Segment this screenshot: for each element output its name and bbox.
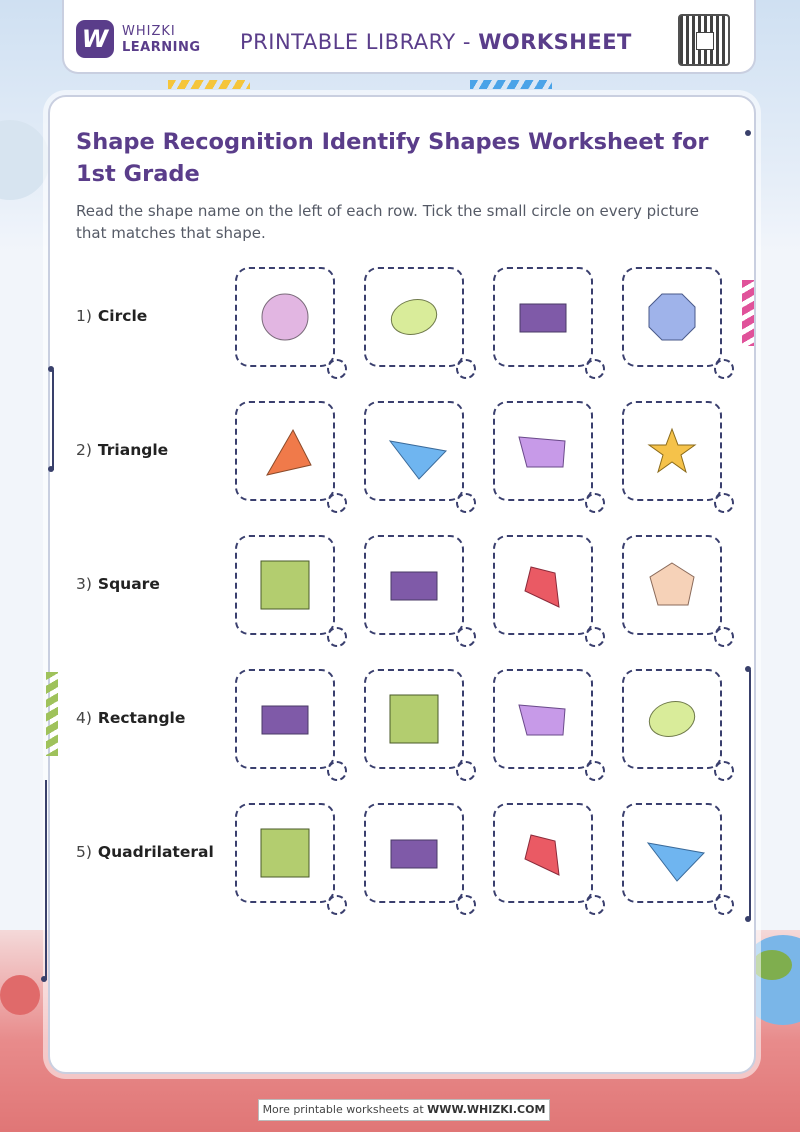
instructions: Read the shape name on the left of each row. Tick the small circle on every picture that matches that shape. — [76, 202, 700, 242]
qr-code-icon — [678, 14, 730, 66]
rectangle-purple-shape — [366, 537, 462, 633]
row-number: 1) — [76, 307, 92, 325]
tick-circle-checkbox[interactable] — [714, 761, 734, 781]
shape-card-pentagon-peach — [622, 535, 722, 635]
row-shape-name: Circle — [97, 307, 148, 325]
tick-circle-checkbox[interactable] — [456, 761, 476, 781]
shape-card-quadrilateral-red — [493, 803, 593, 903]
shape-card-rectangle-purple — [364, 803, 464, 903]
quadrilateral-red-shape — [495, 805, 591, 901]
tick-circle-checkbox[interactable] — [585, 895, 605, 915]
footer-text: More printable worksheets at — [262, 1103, 428, 1116]
tick-circle-checkbox[interactable] — [585, 493, 605, 513]
shape-card-triangle-blue — [622, 803, 722, 903]
green-stripe-decoration — [46, 672, 58, 756]
oval-green-shape — [624, 671, 720, 767]
frame-dot — [48, 366, 54, 372]
octagon-blue-shape — [624, 269, 720, 365]
worksheet-title: Shape Recognition Identify Shapes Worksheet for 1st Grade — [76, 129, 709, 187]
library-title-prefix: PRINTABLE LIBRARY - — [240, 30, 479, 54]
tick-circle-checkbox[interactable] — [327, 761, 347, 781]
oval-green-shape — [366, 269, 462, 365]
square-green-shape — [366, 671, 462, 767]
rectangle-purple-shape — [495, 269, 591, 365]
triangle-blue-shape — [366, 403, 462, 499]
row-shape-name: Square — [97, 575, 160, 593]
tick-circle-checkbox[interactable] — [456, 627, 476, 647]
row-number: 5) — [76, 843, 92, 861]
shape-card-octagon-blue — [622, 267, 722, 367]
logo-text-line2: LEARNING — [122, 40, 201, 55]
shape-card-square-green — [364, 669, 464, 769]
frame-dot — [41, 976, 47, 982]
shape-card-rectangle-purple — [364, 535, 464, 635]
tick-circle-checkbox[interactable] — [585, 359, 605, 379]
library-title — [240, 30, 632, 54]
shape-card-square-green — [235, 535, 335, 635]
row-number: 3) — [76, 575, 92, 593]
trapezoid-purple-shape — [495, 671, 591, 767]
tick-circle-checkbox[interactable] — [327, 895, 347, 915]
circle-pink-shape — [237, 269, 333, 365]
shape-card-trapezoid-purple — [493, 401, 593, 501]
footer-site-link[interactable]: WWW.WHIZKI.COM — [427, 1103, 546, 1116]
footer-credit — [258, 1099, 550, 1121]
shape-card-quadrilateral-red — [493, 535, 593, 635]
tick-circle-checkbox[interactable] — [585, 627, 605, 647]
rectangle-purple-shape — [366, 805, 462, 901]
tick-circle-checkbox[interactable] — [327, 359, 347, 379]
header-bar — [62, 0, 756, 74]
tick-circle-checkbox[interactable] — [456, 493, 476, 513]
frame-dot — [745, 130, 751, 136]
tick-circle-checkbox[interactable] — [327, 493, 347, 513]
row-number: 4) — [76, 709, 92, 727]
logo-text-line1: WHIZKI — [122, 24, 176, 39]
planet-decoration-2 — [752, 950, 792, 980]
shape-card-rectangle-purple — [235, 669, 335, 769]
shape-card-triangle-orange — [235, 401, 335, 501]
rock-decoration — [0, 975, 40, 1015]
shape-card-triangle-blue — [364, 401, 464, 501]
yellow-stripe-decoration — [168, 80, 250, 89]
frame-dot — [745, 666, 751, 672]
tick-circle-checkbox[interactable] — [714, 895, 734, 915]
quadrilateral-red-shape — [495, 537, 591, 633]
row-label — [76, 441, 168, 459]
row-number: 2) — [76, 441, 92, 459]
shape-card-square-green — [235, 803, 335, 903]
shape-card-oval-green — [622, 669, 722, 769]
rectangle-purple-shape — [237, 671, 333, 767]
blue-stripe-decoration — [470, 80, 552, 89]
shape-card-trapezoid-purple — [493, 669, 593, 769]
tick-circle-checkbox[interactable] — [456, 359, 476, 379]
row-shape-name: Quadrilateral — [97, 843, 214, 861]
row-shape-name: Triangle — [97, 441, 169, 459]
frame-dot — [48, 466, 54, 472]
left-frame-line — [52, 370, 54, 470]
shape-card-circle-pink — [235, 267, 335, 367]
trapezoid-purple-shape — [495, 403, 591, 499]
row-label — [76, 307, 147, 325]
tick-circle-checkbox[interactable] — [714, 627, 734, 647]
square-green-shape — [237, 805, 333, 901]
row-shape-name: Rectangle — [97, 709, 186, 727]
whizki-logo-icon: W — [76, 20, 114, 58]
shape-card-rectangle-purple — [493, 267, 593, 367]
shape-card-star-yellow — [622, 401, 722, 501]
pentagon-peach-shape — [624, 537, 720, 633]
library-title-strong: WORKSHEET — [478, 30, 632, 54]
pink-stripe-decoration — [742, 280, 754, 346]
right-frame-line — [749, 670, 751, 920]
shape-card-oval-green — [364, 267, 464, 367]
star-yellow-shape — [624, 403, 720, 499]
tick-circle-checkbox[interactable] — [456, 895, 476, 915]
tick-circle-checkbox[interactable] — [585, 761, 605, 781]
tick-circle-checkbox[interactable] — [327, 627, 347, 647]
row-label — [76, 709, 185, 727]
tick-circle-checkbox[interactable] — [714, 359, 734, 379]
triangle-blue-shape — [624, 805, 720, 901]
square-green-shape — [237, 537, 333, 633]
triangle-orange-shape — [237, 403, 333, 499]
frame-dot — [745, 916, 751, 922]
row-label — [76, 575, 160, 593]
left-frame-line — [45, 780, 47, 980]
row-label — [76, 843, 214, 861]
tick-circle-checkbox[interactable] — [714, 493, 734, 513]
